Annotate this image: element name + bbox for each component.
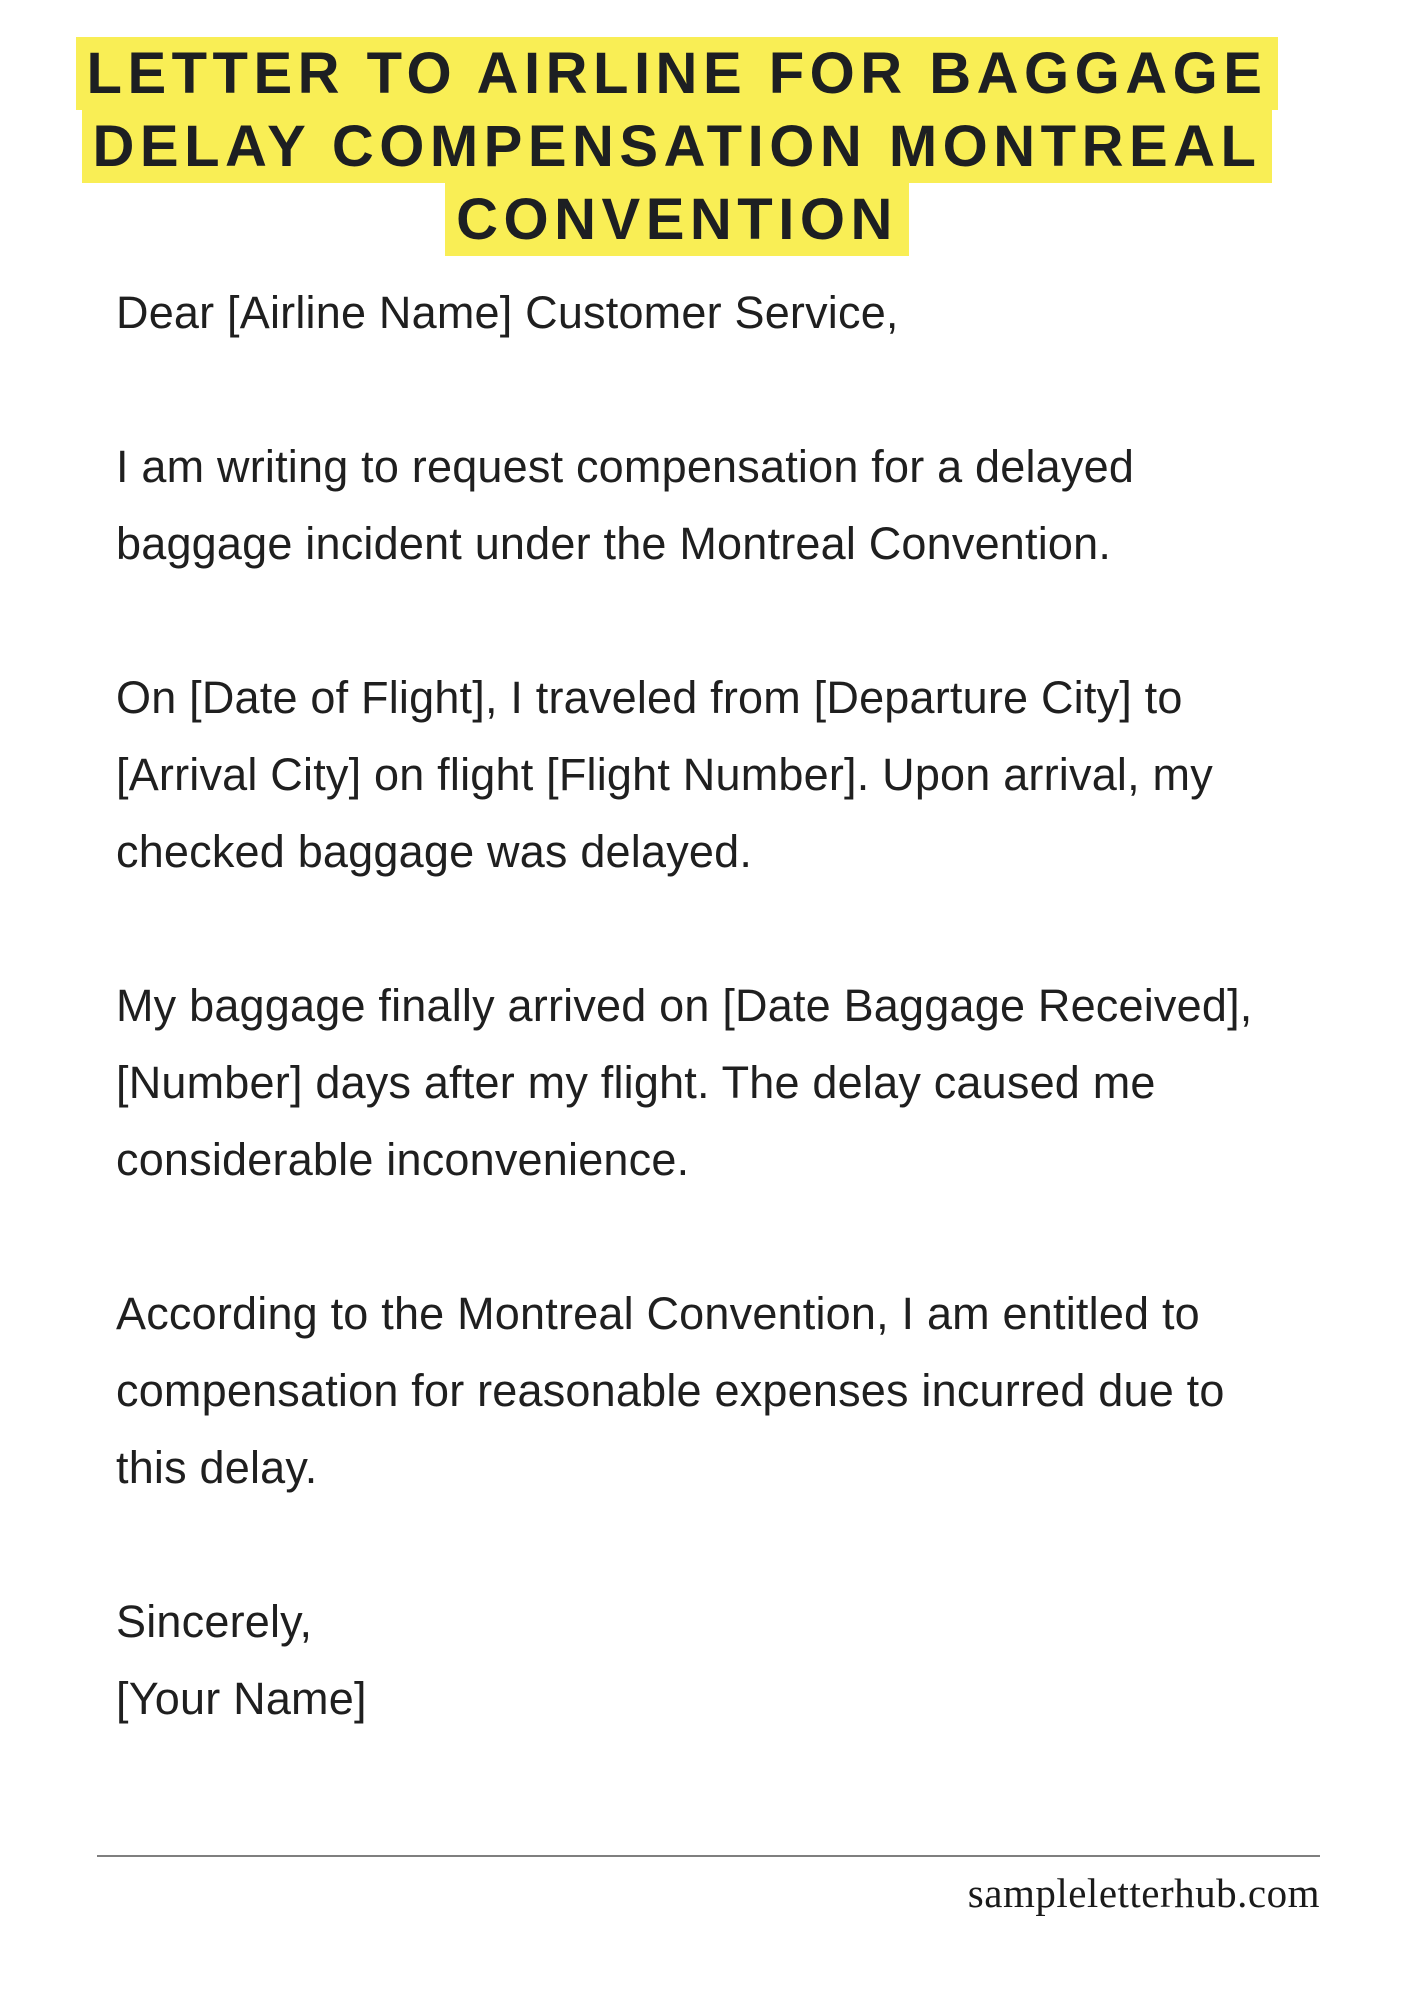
paragraph-2	[116, 659, 1316, 890]
paragraph-line: this delay.	[116, 1442, 318, 1493]
paragraph-line: [Arrival City] on flight [Flight Number]. Upon arrival, my	[116, 749, 1213, 800]
paragraph-line: On [Date of Flight], I traveled from [Departure City] to	[116, 672, 1183, 723]
paragraph-4	[116, 1275, 1316, 1506]
footer	[97, 1855, 1320, 1917]
paragraph-line: baggage incident under the Montreal Convention.	[116, 518, 1112, 569]
paragraph-line: According to the Montreal Convention, I am entitled to	[116, 1288, 1200, 1339]
paragraph-line: considerable inconvenience.	[116, 1134, 690, 1185]
closing-your-name: [Your Name]	[116, 1673, 367, 1724]
title-highlight-line-1: LETTER TO AIRLINE FOR BAGGAGE	[76, 37, 1279, 110]
closing-sincerely: Sincerely,	[116, 1596, 313, 1647]
title-highlight-line-2: DELAY COMPENSATION MONTREAL	[82, 110, 1273, 183]
paragraph-1	[116, 428, 1316, 582]
paragraph-line: compensation for reasonable expenses incurred due to	[116, 1365, 1225, 1416]
title-line	[57, 110, 1297, 183]
letter-body	[116, 258, 1316, 1737]
title-line	[57, 183, 1297, 256]
closing	[116, 1583, 1316, 1737]
paragraph-line: My baggage finally arrived on [Date Baggage Received],	[116, 980, 1253, 1031]
footer-site-text: sampleletterhub.com	[967, 1870, 1320, 1916]
paragraph-line: [Number] days after my flight. The delay caused me	[116, 1057, 1156, 1108]
salutation: Dear [Airline Name] Customer Service,	[116, 287, 899, 338]
paragraph-line: I am writing to request compensation for a delayed	[116, 441, 1135, 492]
title-line	[57, 37, 1297, 110]
letter-title	[57, 37, 1297, 256]
paragraph-3	[116, 967, 1316, 1198]
title-highlight-line-3: CONVENTION	[445, 183, 909, 256]
paragraph-line: checked baggage was delayed.	[116, 826, 753, 877]
